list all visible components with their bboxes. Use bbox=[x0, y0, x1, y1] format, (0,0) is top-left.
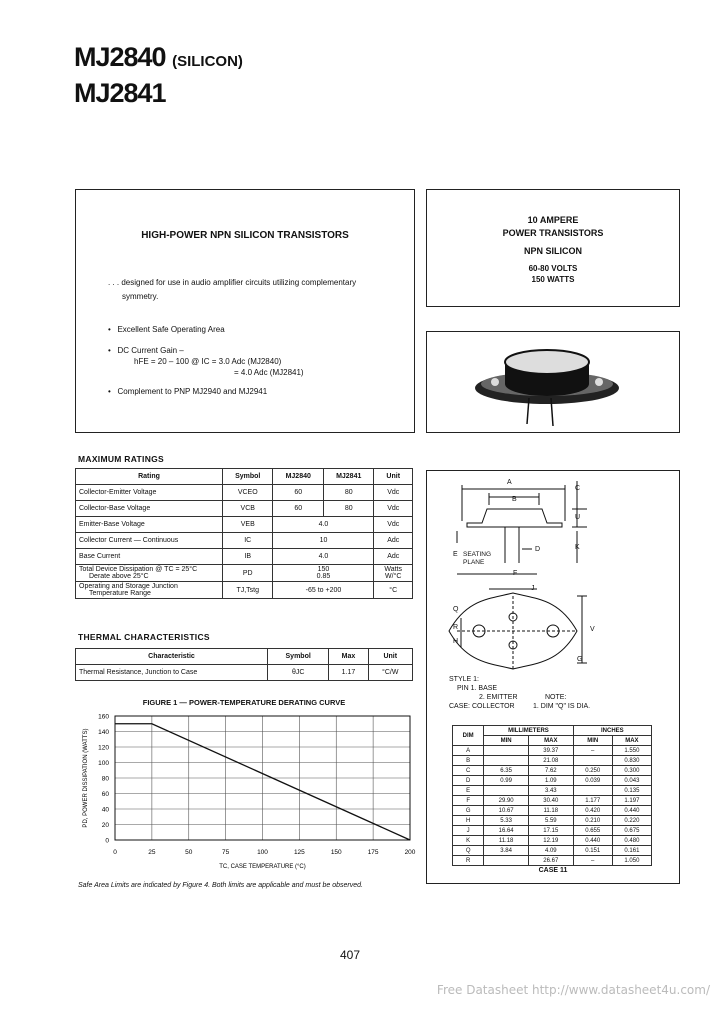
rating-line-2: Derate above 25°C bbox=[89, 573, 149, 580]
chart-title: FIGURE 1 — POWER-TEMPERATURE DERATING CURVE bbox=[142, 698, 346, 707]
table-row bbox=[76, 485, 413, 501]
case-pin: CASE: COLLECTOR bbox=[449, 703, 515, 710]
header-mm-max: MAX bbox=[528, 736, 573, 746]
table-row bbox=[76, 549, 413, 565]
header-in-max: MAX bbox=[612, 736, 651, 746]
table-row bbox=[76, 517, 413, 533]
in-max-cell: 1.050 bbox=[612, 856, 651, 866]
x-tick-label: 25 bbox=[148, 849, 156, 856]
dim-label-r: R bbox=[453, 624, 459, 631]
in-min-cell bbox=[573, 756, 612, 766]
x-tick-label: 50 bbox=[185, 849, 193, 856]
dim-label-d: D bbox=[535, 546, 541, 553]
header-in-min: MIN bbox=[573, 736, 612, 746]
symbol-cell: VCB bbox=[223, 501, 273, 517]
header-symbol: Symbol bbox=[268, 649, 329, 665]
mm-max-cell: 17.15 bbox=[528, 826, 573, 836]
mm-min-cell: 10.67 bbox=[484, 806, 529, 816]
in-min-cell: 0.440 bbox=[573, 836, 612, 846]
table-row bbox=[76, 582, 413, 599]
header-dim: DIM bbox=[453, 726, 484, 746]
rating-cell: Collector-Base Voltage bbox=[76, 501, 223, 517]
table-row bbox=[453, 766, 652, 776]
in-min-cell: 1.177 bbox=[573, 796, 612, 806]
table-row bbox=[453, 776, 652, 786]
seating-plane-label: SEATING PLANE bbox=[463, 551, 492, 566]
bullet-3-text: Complement to PNP MJ2940 and MJ2941 bbox=[117, 387, 268, 396]
bullet-2-line-2: hFE = 20 – 100 @ IC = 3.0 Adc (MJ2840) bbox=[134, 357, 282, 366]
dim-cell: B bbox=[453, 756, 484, 766]
unit-cell: Vdc bbox=[374, 517, 413, 533]
mm-max-cell: 5.59 bbox=[528, 816, 573, 826]
value-cell: -65 to +200 bbox=[273, 582, 374, 599]
mm-min-cell: 0.99 bbox=[484, 776, 529, 786]
table-row bbox=[453, 836, 652, 846]
mm-min-cell: 6.35 bbox=[484, 766, 529, 776]
to3-package-illustration bbox=[427, 332, 679, 432]
table-row bbox=[453, 816, 652, 826]
x-axis-label: TC, CASE TEMPERATURE (°C) bbox=[219, 864, 306, 870]
chart-note: Safe Area Limits are indicated by Figure 4. Both limits are applicable and must be observed. bbox=[78, 882, 363, 889]
header-mm-min: MIN bbox=[484, 736, 529, 746]
bullet-1: • Excellent Safe Operating Area bbox=[108, 325, 225, 334]
table-row bbox=[453, 856, 652, 866]
summary-material: NPN SILICON bbox=[523, 246, 582, 256]
package-drawing-box bbox=[426, 470, 680, 884]
value-cell: 4.0 bbox=[273, 549, 374, 565]
header-symbol: Symbol bbox=[223, 469, 273, 485]
y-tick-label: 20 bbox=[101, 822, 109, 829]
unit-cell bbox=[374, 565, 413, 582]
bullet-3: • Complement to PNP MJ2940 and MJ2941 bbox=[108, 387, 268, 396]
rating-cell: Collector-Emitter Voltage bbox=[76, 485, 223, 501]
bullet-2-text: DC Current Gain – bbox=[117, 346, 184, 355]
dim-cell: D bbox=[453, 776, 484, 786]
in-max-cell: 0.300 bbox=[612, 766, 651, 776]
symbol-cell: VCEO bbox=[223, 485, 273, 501]
mm-min-cell bbox=[484, 746, 529, 756]
dim-cell: A bbox=[453, 746, 484, 756]
header-rating: Rating bbox=[76, 469, 223, 485]
mm-max-cell: 12.19 bbox=[528, 836, 573, 846]
style-notes bbox=[449, 675, 518, 711]
dim-label-c: C bbox=[575, 485, 581, 492]
y-tick-label: 100 bbox=[98, 760, 109, 767]
part-number-title bbox=[74, 42, 243, 73]
table-row bbox=[76, 533, 413, 549]
dim-cell: J bbox=[453, 826, 484, 836]
header-mj2840: MJ2840 bbox=[273, 469, 323, 485]
dim-cell: K bbox=[453, 836, 484, 846]
dim-label-q: Q bbox=[453, 606, 459, 613]
mm-min-cell: 16.64 bbox=[484, 826, 529, 836]
y-tick-label: 0 bbox=[105, 837, 109, 845]
case-label: CASE 11 bbox=[538, 867, 568, 874]
dim-label-j: J bbox=[531, 585, 535, 592]
value-cell: 10 bbox=[273, 533, 374, 549]
unit-cell: Adc bbox=[374, 549, 413, 565]
in-min-cell: 0.655 bbox=[573, 826, 612, 836]
table-row bbox=[453, 756, 652, 766]
in-min-cell: 0.210 bbox=[573, 816, 612, 826]
mm-min-cell: 29.90 bbox=[484, 796, 529, 806]
mm-max-cell: 11.18 bbox=[528, 806, 573, 816]
summary-type: POWER TRANSISTORS bbox=[502, 228, 604, 238]
x-tick-label: 0 bbox=[113, 849, 117, 856]
symbol-cell: IB bbox=[223, 549, 273, 565]
y-tick-label: 160 bbox=[98, 713, 109, 721]
dim-label-h: H bbox=[453, 638, 459, 645]
in-min-cell: – bbox=[573, 856, 612, 866]
in-min-cell: – bbox=[573, 746, 612, 756]
header-unit: Unit bbox=[374, 469, 413, 485]
footer-watermark: Free Datasheet http://www.datasheet4u.com/ bbox=[436, 983, 710, 997]
table-row bbox=[453, 746, 652, 756]
mm-max-cell: 4.09 bbox=[528, 846, 573, 856]
note-1: 1. DIM "Q" IS DIA. bbox=[533, 703, 591, 710]
dim-label-a: A bbox=[507, 479, 512, 486]
rating-line-2: Temperature Range bbox=[89, 590, 151, 597]
x-tick-label: 75 bbox=[222, 849, 230, 856]
mm-max-cell: 39.37 bbox=[528, 746, 573, 756]
y-tick-label: 40 bbox=[101, 806, 109, 814]
pin-2: 2. EMITTER bbox=[479, 694, 518, 701]
description-box bbox=[75, 189, 415, 433]
mm-max-cell: 26.67 bbox=[528, 856, 573, 866]
max-ratings-title: MAXIMUM RATINGS bbox=[78, 454, 165, 464]
dim-label-f: F bbox=[513, 570, 518, 577]
value-cell: 4.0 bbox=[273, 517, 374, 533]
table-row bbox=[76, 501, 413, 517]
mm-max-cell: 30.40 bbox=[528, 796, 573, 806]
mm-min-cell bbox=[484, 786, 529, 796]
note-title: NOTE: bbox=[545, 694, 567, 701]
characteristic-cell: Thermal Resistance, Junction to Case bbox=[76, 665, 268, 681]
summary-box bbox=[426, 189, 680, 307]
x-tick-label: 100 bbox=[257, 849, 268, 856]
pin-1: PIN 1. BASE bbox=[457, 685, 498, 692]
in-max-cell: 0.830 bbox=[612, 756, 651, 766]
intro-line-1: . . . designed for use in audio amplifier circuits utilizing complementary bbox=[108, 278, 357, 287]
in-max-cell: 0.161 bbox=[612, 846, 651, 856]
dim-cell: H bbox=[453, 816, 484, 826]
in-max-cell: 0.675 bbox=[612, 826, 651, 836]
table-row bbox=[453, 846, 652, 856]
in-min-cell: 0.039 bbox=[573, 776, 612, 786]
mm-min-cell bbox=[484, 756, 529, 766]
rating-line-1: Operating and Storage Junction bbox=[79, 583, 178, 590]
bullet-1-text: Excellent Safe Operating Area bbox=[117, 325, 225, 334]
dim-label-u: U bbox=[575, 514, 581, 521]
dim-cell: G bbox=[453, 806, 484, 816]
table-row bbox=[453, 796, 652, 806]
symbol-cell: VEB bbox=[223, 517, 273, 533]
page-number: 407 bbox=[340, 948, 361, 962]
y-axis-label: PD, POWER DISSIPATION (WATTS) bbox=[83, 728, 89, 828]
value-line-2: 0.85 bbox=[316, 573, 331, 580]
part-number-mj2840: MJ2840 bbox=[74, 42, 166, 72]
rating-cell: Base Current bbox=[76, 549, 223, 565]
rating-cell bbox=[76, 582, 223, 599]
note-block bbox=[533, 693, 590, 711]
x-tick-label: 150 bbox=[330, 849, 342, 856]
style-title: STYLE 1: bbox=[449, 676, 479, 683]
mm-max-cell: 1.09 bbox=[528, 776, 573, 786]
header-mj2841: MJ2841 bbox=[323, 469, 373, 485]
rating-cell: Emitter-Base Voltage bbox=[76, 517, 223, 533]
in-max-cell: 0.043 bbox=[612, 776, 651, 786]
mm-min-cell: 3.84 bbox=[484, 846, 529, 856]
dim-cell: R bbox=[453, 856, 484, 866]
derating-chart bbox=[75, 708, 420, 878]
unit-line-1: Watts bbox=[384, 566, 403, 573]
symbol-cell: IC bbox=[223, 533, 273, 549]
rating-cell: Collector Current — Continuous bbox=[76, 533, 223, 549]
thermal-title: THERMAL CHARACTERISTICS bbox=[78, 632, 210, 642]
table-row bbox=[453, 826, 652, 836]
thermal-table bbox=[75, 648, 413, 681]
bullet-2-line-3: = 4.0 Adc (MJ2841) bbox=[234, 368, 304, 377]
in-max-cell: 1.197 bbox=[612, 796, 651, 806]
value-cell: 80 bbox=[323, 485, 373, 501]
in-min-cell: 0.250 bbox=[573, 766, 612, 776]
max-ratings-table bbox=[75, 468, 413, 599]
y-tick-label: 120 bbox=[98, 744, 109, 752]
in-max-cell: 0.220 bbox=[612, 816, 651, 826]
unit-cell: Vdc bbox=[374, 501, 413, 517]
summary-power: 150 WATTS bbox=[531, 275, 575, 284]
dim-label-k: K bbox=[575, 544, 580, 551]
unit-cell: Adc bbox=[374, 533, 413, 549]
in-min-cell: 0.420 bbox=[573, 806, 612, 816]
dim-cell: E bbox=[453, 786, 484, 796]
x-tick-label: 200 bbox=[404, 849, 416, 856]
y-tick-label: 80 bbox=[101, 775, 109, 783]
mm-min-cell bbox=[484, 856, 529, 866]
table-row bbox=[453, 806, 652, 816]
dim-cell: F bbox=[453, 796, 484, 806]
unit-cell: Vdc bbox=[374, 485, 413, 501]
in-max-cell: 0.135 bbox=[612, 786, 651, 796]
table-row bbox=[453, 786, 652, 796]
dim-cell: Q bbox=[453, 846, 484, 856]
in-max-cell: 0.440 bbox=[612, 806, 651, 816]
table-row bbox=[76, 565, 413, 582]
max-cell: 1.17 bbox=[329, 665, 368, 681]
header-max: Max bbox=[329, 649, 368, 665]
intro-line-2: symmetry. bbox=[122, 292, 159, 301]
symbol-cell: TJ,Tstg bbox=[223, 582, 273, 599]
unit-line-2: W/°C bbox=[385, 573, 402, 580]
dim-label-g: G bbox=[577, 656, 583, 663]
silicon-note: (SILICON) bbox=[172, 53, 243, 70]
header-millimeters: MILLIMETERS bbox=[484, 726, 573, 736]
dim-cell: C bbox=[453, 766, 484, 776]
value-cell: 80 bbox=[323, 501, 373, 517]
rating-line-1: Total Device Dissipation @ TC = 25°C bbox=[79, 566, 198, 573]
rating-cell bbox=[76, 565, 223, 582]
value-cell: 60 bbox=[273, 485, 323, 501]
y-tick-label: 140 bbox=[98, 729, 109, 736]
symbol-cell: PD bbox=[223, 565, 273, 582]
value-cell bbox=[273, 565, 374, 582]
mm-max-cell: 7.62 bbox=[528, 766, 573, 776]
table-row bbox=[76, 665, 413, 681]
unit-cell: °C bbox=[374, 582, 413, 599]
in-min-cell: 0.151 bbox=[573, 846, 612, 856]
x-tick-label: 175 bbox=[367, 849, 379, 856]
header-unit: Unit bbox=[368, 649, 412, 665]
description-heading: HIGH-POWER NPN SILICON TRANSISTORS bbox=[141, 230, 349, 241]
part-number-mj2841: MJ2841 bbox=[74, 78, 166, 108]
mm-min-cell: 11.18 bbox=[484, 836, 529, 846]
in-max-cell: 0.480 bbox=[612, 836, 651, 846]
value-cell: 60 bbox=[273, 501, 323, 517]
header-characteristic: Characteristic bbox=[76, 649, 268, 665]
dim-label-e: E bbox=[453, 551, 458, 558]
in-min-cell bbox=[573, 786, 612, 796]
package-image-box bbox=[426, 331, 680, 433]
summary-current: 10 AMPERE bbox=[527, 215, 579, 225]
dim-label-v: V bbox=[590, 626, 595, 633]
mm-max-cell: 21.08 bbox=[528, 756, 573, 766]
x-tick-label: 125 bbox=[293, 849, 305, 856]
mm-max-cell: 3.43 bbox=[528, 786, 573, 796]
summary-voltage: 60-80 VOLTS bbox=[528, 264, 578, 273]
header-inches: INCHES bbox=[573, 726, 651, 736]
bullet-2: • DC Current Gain – bbox=[108, 346, 184, 355]
symbol-cell: θJC bbox=[268, 665, 329, 681]
dim-label-b: B bbox=[512, 496, 517, 503]
mm-min-cell: 5.33 bbox=[484, 816, 529, 826]
y-tick-label: 60 bbox=[101, 791, 109, 798]
in-max-cell: 1.550 bbox=[612, 746, 651, 756]
value-line-1: 150 bbox=[317, 566, 330, 573]
unit-cell: °C/W bbox=[368, 665, 412, 681]
dimension-table bbox=[452, 725, 652, 866]
